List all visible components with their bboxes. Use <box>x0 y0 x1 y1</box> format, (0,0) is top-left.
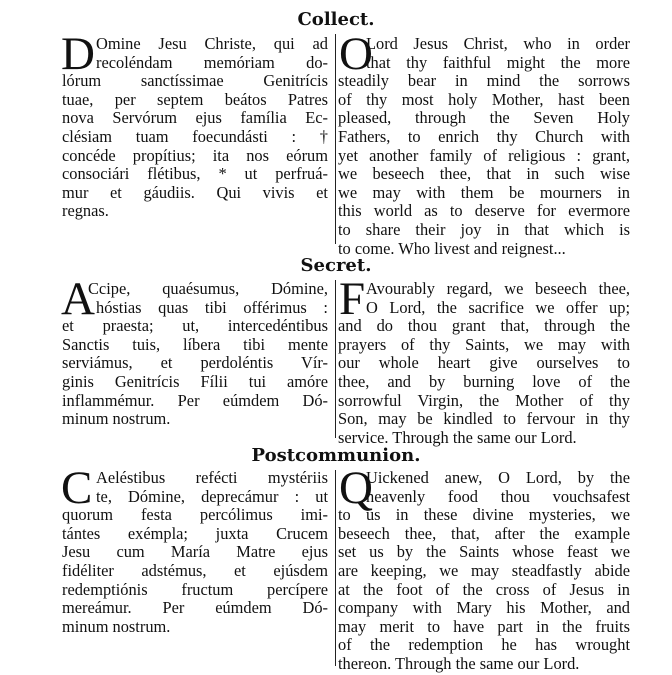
text-line: Omine Jesu Christe, qui ad <box>96 34 328 53</box>
text-line: steadily bear in mind the sorrows <box>338 71 630 91</box>
text-line: Lord Jesus Christ, who in order <box>366 34 630 53</box>
collect-heading: Collect. <box>297 9 375 30</box>
text-line: this world as to deserve for evermore <box>338 201 630 221</box>
text-line: Uickened anew, O Lord, by the <box>366 468 630 487</box>
text-line: fidéliter adstémus, et ejúsdem <box>62 560 328 580</box>
text-line: hóstias quas tibi offérimus : <box>96 297 328 317</box>
text-line: et praesta; ut, intercedéntibus <box>62 316 328 336</box>
text-line: of thy most holy Mother, hast been <box>338 89 630 109</box>
postcommunion-heading: Postcommunion. <box>251 445 421 466</box>
text-line: our whole heart give ourselves to <box>338 353 630 373</box>
text-line: te, Dómine, deprecámur : ut <box>96 486 328 506</box>
postcommunion-latin-initial: C <box>61 462 93 514</box>
text-line: thee, and by burning love of the <box>338 371 630 391</box>
collect-english-initial: O <box>339 28 373 80</box>
text-line: nova Servórum ejus família Ec- <box>62 108 328 128</box>
text-line: company with Mary his Mother, and <box>338 598 630 618</box>
text-line: lórum sanctíssimae Genitrícis <box>62 71 328 91</box>
text-line: minum nostrum. <box>62 409 171 429</box>
column-divider <box>335 280 336 438</box>
text-line: Son, may be kindled to fervour in thy <box>338 409 630 429</box>
collect-latin-text <box>61 28 328 221</box>
column-divider <box>335 34 336 244</box>
text-line: clésiam tuam foecundásti : † <box>62 126 328 146</box>
text-line: tántes exémpla; juxta Crucem <box>62 523 328 543</box>
text-line: may merit to have part in the fruits <box>338 616 630 636</box>
collect-english-text <box>338 34 630 258</box>
text-line: to come. Who livest and reignest... <box>338 238 566 258</box>
text-line: serviámus, et perdoléntis Vír- <box>62 353 328 373</box>
text-line: are keeping, we may steadfastly abide <box>338 560 630 580</box>
text-line: consociári flétibus, * ut perfruá- <box>62 164 328 184</box>
text-line: Avourably regard, we beseech thee, <box>366 279 630 298</box>
text-line: Aeléstibus refécti mystériis <box>96 468 328 487</box>
text-line: Fathers, to enrich thy Church with <box>338 126 630 146</box>
text-line: tuae, per septem beátos Patres <box>62 89 328 109</box>
text-line: concéde propítius; ita nos eórum <box>62 145 328 165</box>
text-line: and do thou grant that, through the <box>338 316 630 336</box>
secret-english-text <box>338 279 630 447</box>
text-line: heavenly food thou vouchsafest <box>366 486 630 506</box>
secret-latin-text <box>61 273 328 429</box>
text-line: prayers of thy Saints, we may with <box>338 334 630 354</box>
postcommunion-english-initial: Q <box>339 462 373 514</box>
text-line: regnas. <box>62 201 109 221</box>
text-line: pleased, through the Seven Holy <box>338 108 630 128</box>
secret-english-initial: F <box>339 273 366 325</box>
text-line: we beseech thee, that in such wise <box>338 164 630 184</box>
text-line: mereámur. Per eúmdem Dó- <box>62 598 328 618</box>
text-line: inflammémur. Per eúmdem Dó- <box>62 390 328 410</box>
text-line: service. Through the same our Lord. <box>338 427 577 447</box>
text-line: Ccipe, quaésumus, Dómine, <box>88 279 328 298</box>
text-line: set us by the Saints whose feast we <box>338 542 630 562</box>
text-line: Jesu cum María Matre ejus <box>62 542 328 562</box>
text-line: we may with them be mourners in <box>338 182 630 202</box>
text-line: O Lord, the sacrifice we offer up; <box>366 297 630 317</box>
postcommunion-latin-text <box>61 462 328 636</box>
collect-latin-initial: D <box>61 28 95 80</box>
text-line: that thy faithful might the more <box>366 52 630 72</box>
text-line: sorrowful Virgin, the Mother of thy <box>338 390 630 410</box>
text-line: beseech thee, that, after the example <box>338 523 630 543</box>
secret-latin-initial: A <box>61 273 95 325</box>
text-line: at the foot of the cross of Jesus in <box>338 579 630 599</box>
secret-heading: Secret. <box>300 255 372 276</box>
text-line: minum nostrum. <box>62 616 171 636</box>
text-line: mur et gáudiis. Qui vivis et <box>62 182 328 202</box>
postcommunion-english-text <box>338 468 630 674</box>
column-divider <box>335 470 336 666</box>
text-line: recoléndam memóriam do- <box>96 52 328 72</box>
text-line: yet another family of religious : grant, <box>338 145 630 165</box>
text-line: ginis Genitrícis Fílii tui amóre <box>62 371 328 391</box>
text-line: redemptiónis fructum percípere <box>62 579 328 599</box>
text-line: thereon. Through the same our Lord. <box>338 653 580 673</box>
text-line: to us in these divine mysteries, we <box>338 505 630 525</box>
text-line: to share their joy in that which is <box>338 219 630 239</box>
text-line: Sanctis tuis, líbera tibi mente <box>62 334 328 354</box>
text-line: quorum festa percólimus imi- <box>62 505 328 525</box>
text-line: of the redemption he has wrought <box>338 635 630 655</box>
